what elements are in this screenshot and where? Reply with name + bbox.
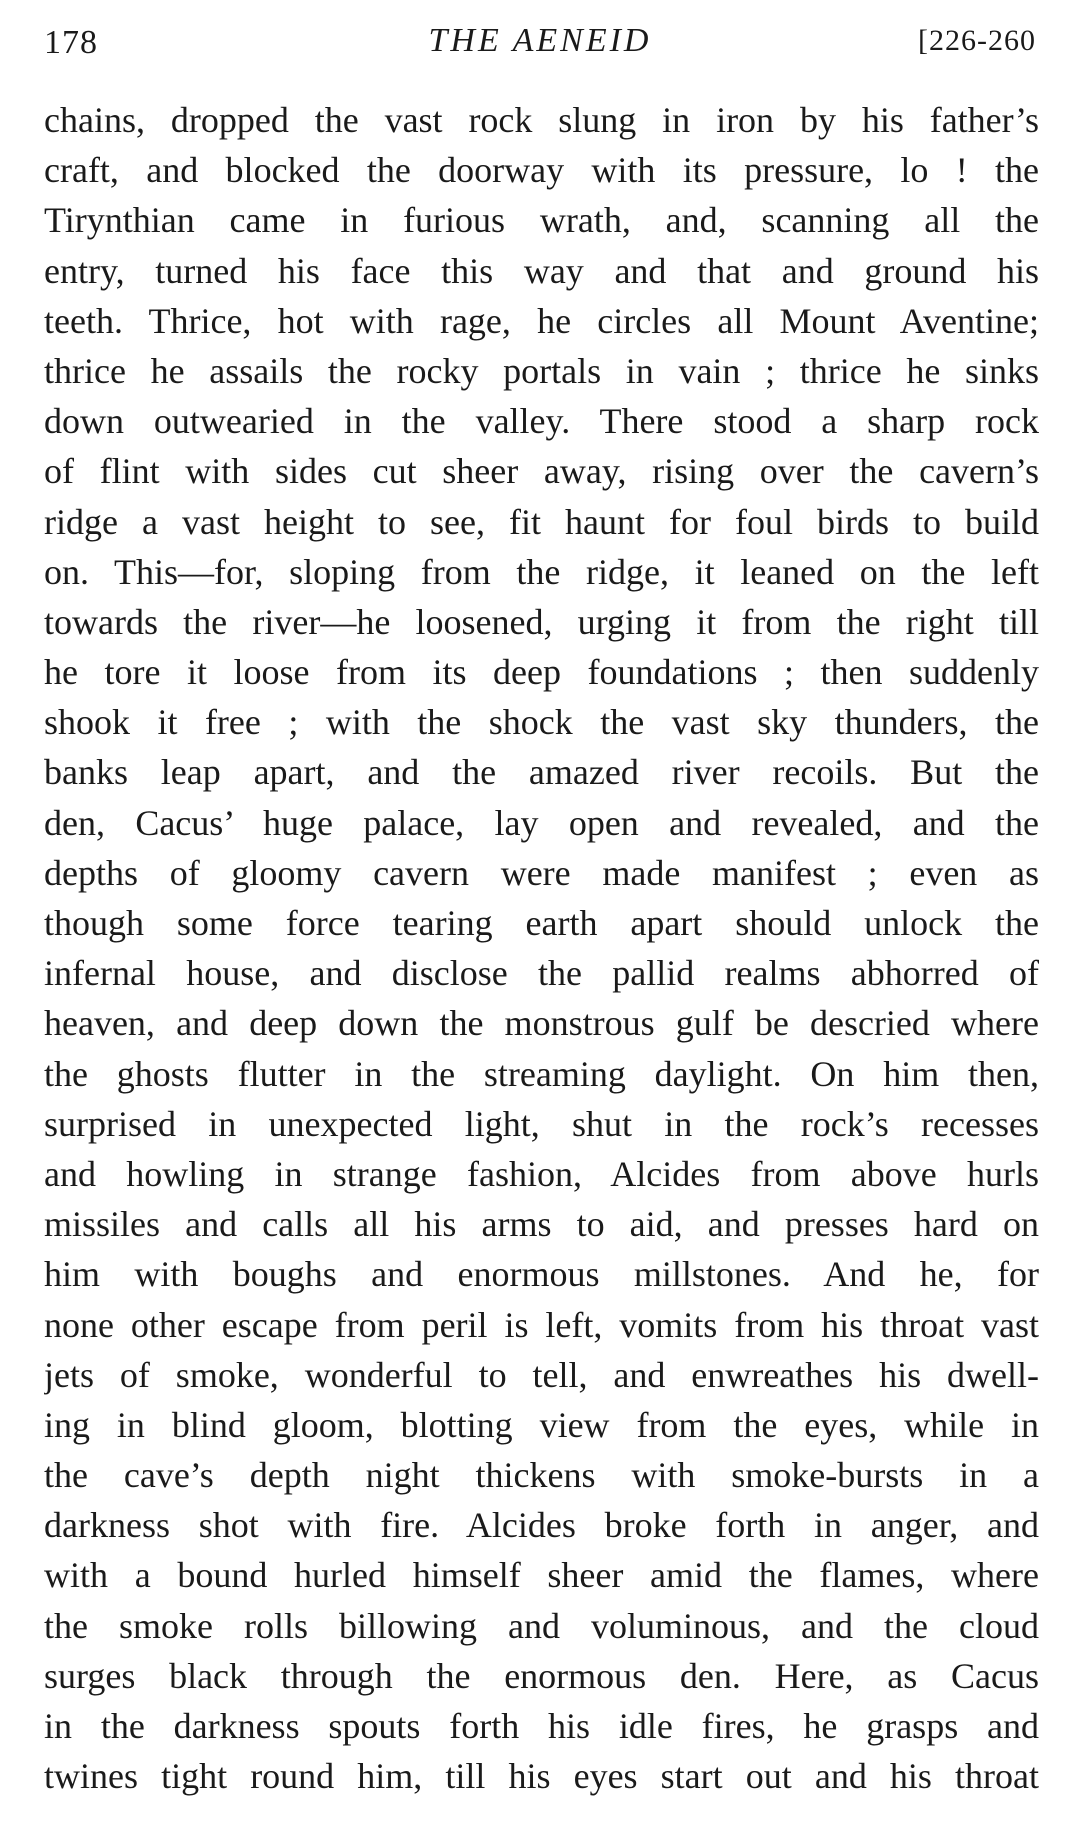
text-line: depths of gloomy cavern were made manifest ; even as (44, 852, 1039, 893)
line-range: [226-260 (918, 24, 1036, 57)
page-number: 178 (44, 24, 98, 61)
text-line: chains, dropped the vast rock slung in iron by his father’s (44, 100, 1039, 140)
text-line: him with boughs and enormous millstones. And he, for (44, 1254, 1039, 1295)
text-line: the cave’s depth night thickens with smoke-bursts in a (44, 1455, 1039, 1496)
text-line: down outwearied in the valley. There stood a sharp rock (44, 401, 1039, 442)
text-line: thrice he assails the rocky portals in vain ; thrice he sinks (44, 350, 1039, 391)
text-line: shook it free ; with the shock the vast sky thunders, the (44, 702, 1039, 743)
text-line: surprised in unexpected light, shut in the rock’s recesses (44, 1103, 1039, 1144)
text-line: entry, turned his face this way and that and ground his (44, 250, 1039, 291)
text-line: den, Cacus’ huge palace, lay open and revealed, and the (44, 802, 1039, 843)
text-line: though some force tearing earth apart should unlock the (44, 903, 1039, 943)
text-line: heaven, and deep down the monstrous gulf be descried where (44, 1003, 1039, 1044)
text-line: infernal house, and disclose the pallid realms abhorred of (44, 953, 1039, 994)
text-line: surges black through the enormous den. Here, as Cacus (44, 1655, 1039, 1696)
text-line: the smoke rolls billowing and voluminous, and the cloud (44, 1605, 1039, 1646)
running-head (44, 18, 1036, 68)
text-line: banks leap apart, and the amazed river recoils. But the (44, 752, 1039, 793)
text-line: he tore it loose from its deep foundations ; then suddenly (44, 652, 1039, 693)
text-line: on. This—for, sloping from the ridge, it leaned on the left (44, 551, 1039, 592)
text-line: towards the river—he loosened, urging it from the right till (44, 601, 1039, 642)
text-line: jets of smoke, wonderful to tell, and enwreathes his dwell- (44, 1354, 1039, 1395)
text-line: ing in blind gloom, blotting view from the eyes, while in (44, 1404, 1039, 1445)
text-line: in the darkness spouts forth his idle fires, he grasps and (44, 1706, 1039, 1746)
text-line: of flint with sides cut sheer away, rising over the cavern’s (44, 451, 1039, 492)
text-line: with a bound hurled himself sheer amid the flames, where (44, 1555, 1039, 1596)
text-line: teeth. Thrice, hot with rage, he circles all Mount Aventine; (44, 300, 1039, 341)
text-line: craft, and blocked the doorway with its pressure, lo ! the (44, 150, 1039, 191)
text-line: ridge a vast height to see, fit haunt for foul birds to build (44, 501, 1039, 542)
text-line: Tirynthian came in furious wrath, and, scanning all the (44, 200, 1039, 241)
text-line: twines tight round him, till his eyes start out and his throat (44, 1756, 1039, 1797)
text-line: none other escape from peril is left, vomits from his throat vast (44, 1304, 1039, 1345)
body-text (44, 95, 1039, 1801)
text-line: missiles and calls all his arms to aid, and presses hard on (44, 1204, 1039, 1245)
text-line: the ghosts flutter in the streaming daylight. On him then, (44, 1053, 1039, 1094)
book-title: THE AENEID (428, 22, 652, 59)
text-line: and howling in strange fashion, Alcides from above hurls (44, 1153, 1039, 1194)
text-line: darkness shot with fire. Alcides broke forth in anger, and (44, 1505, 1039, 1546)
